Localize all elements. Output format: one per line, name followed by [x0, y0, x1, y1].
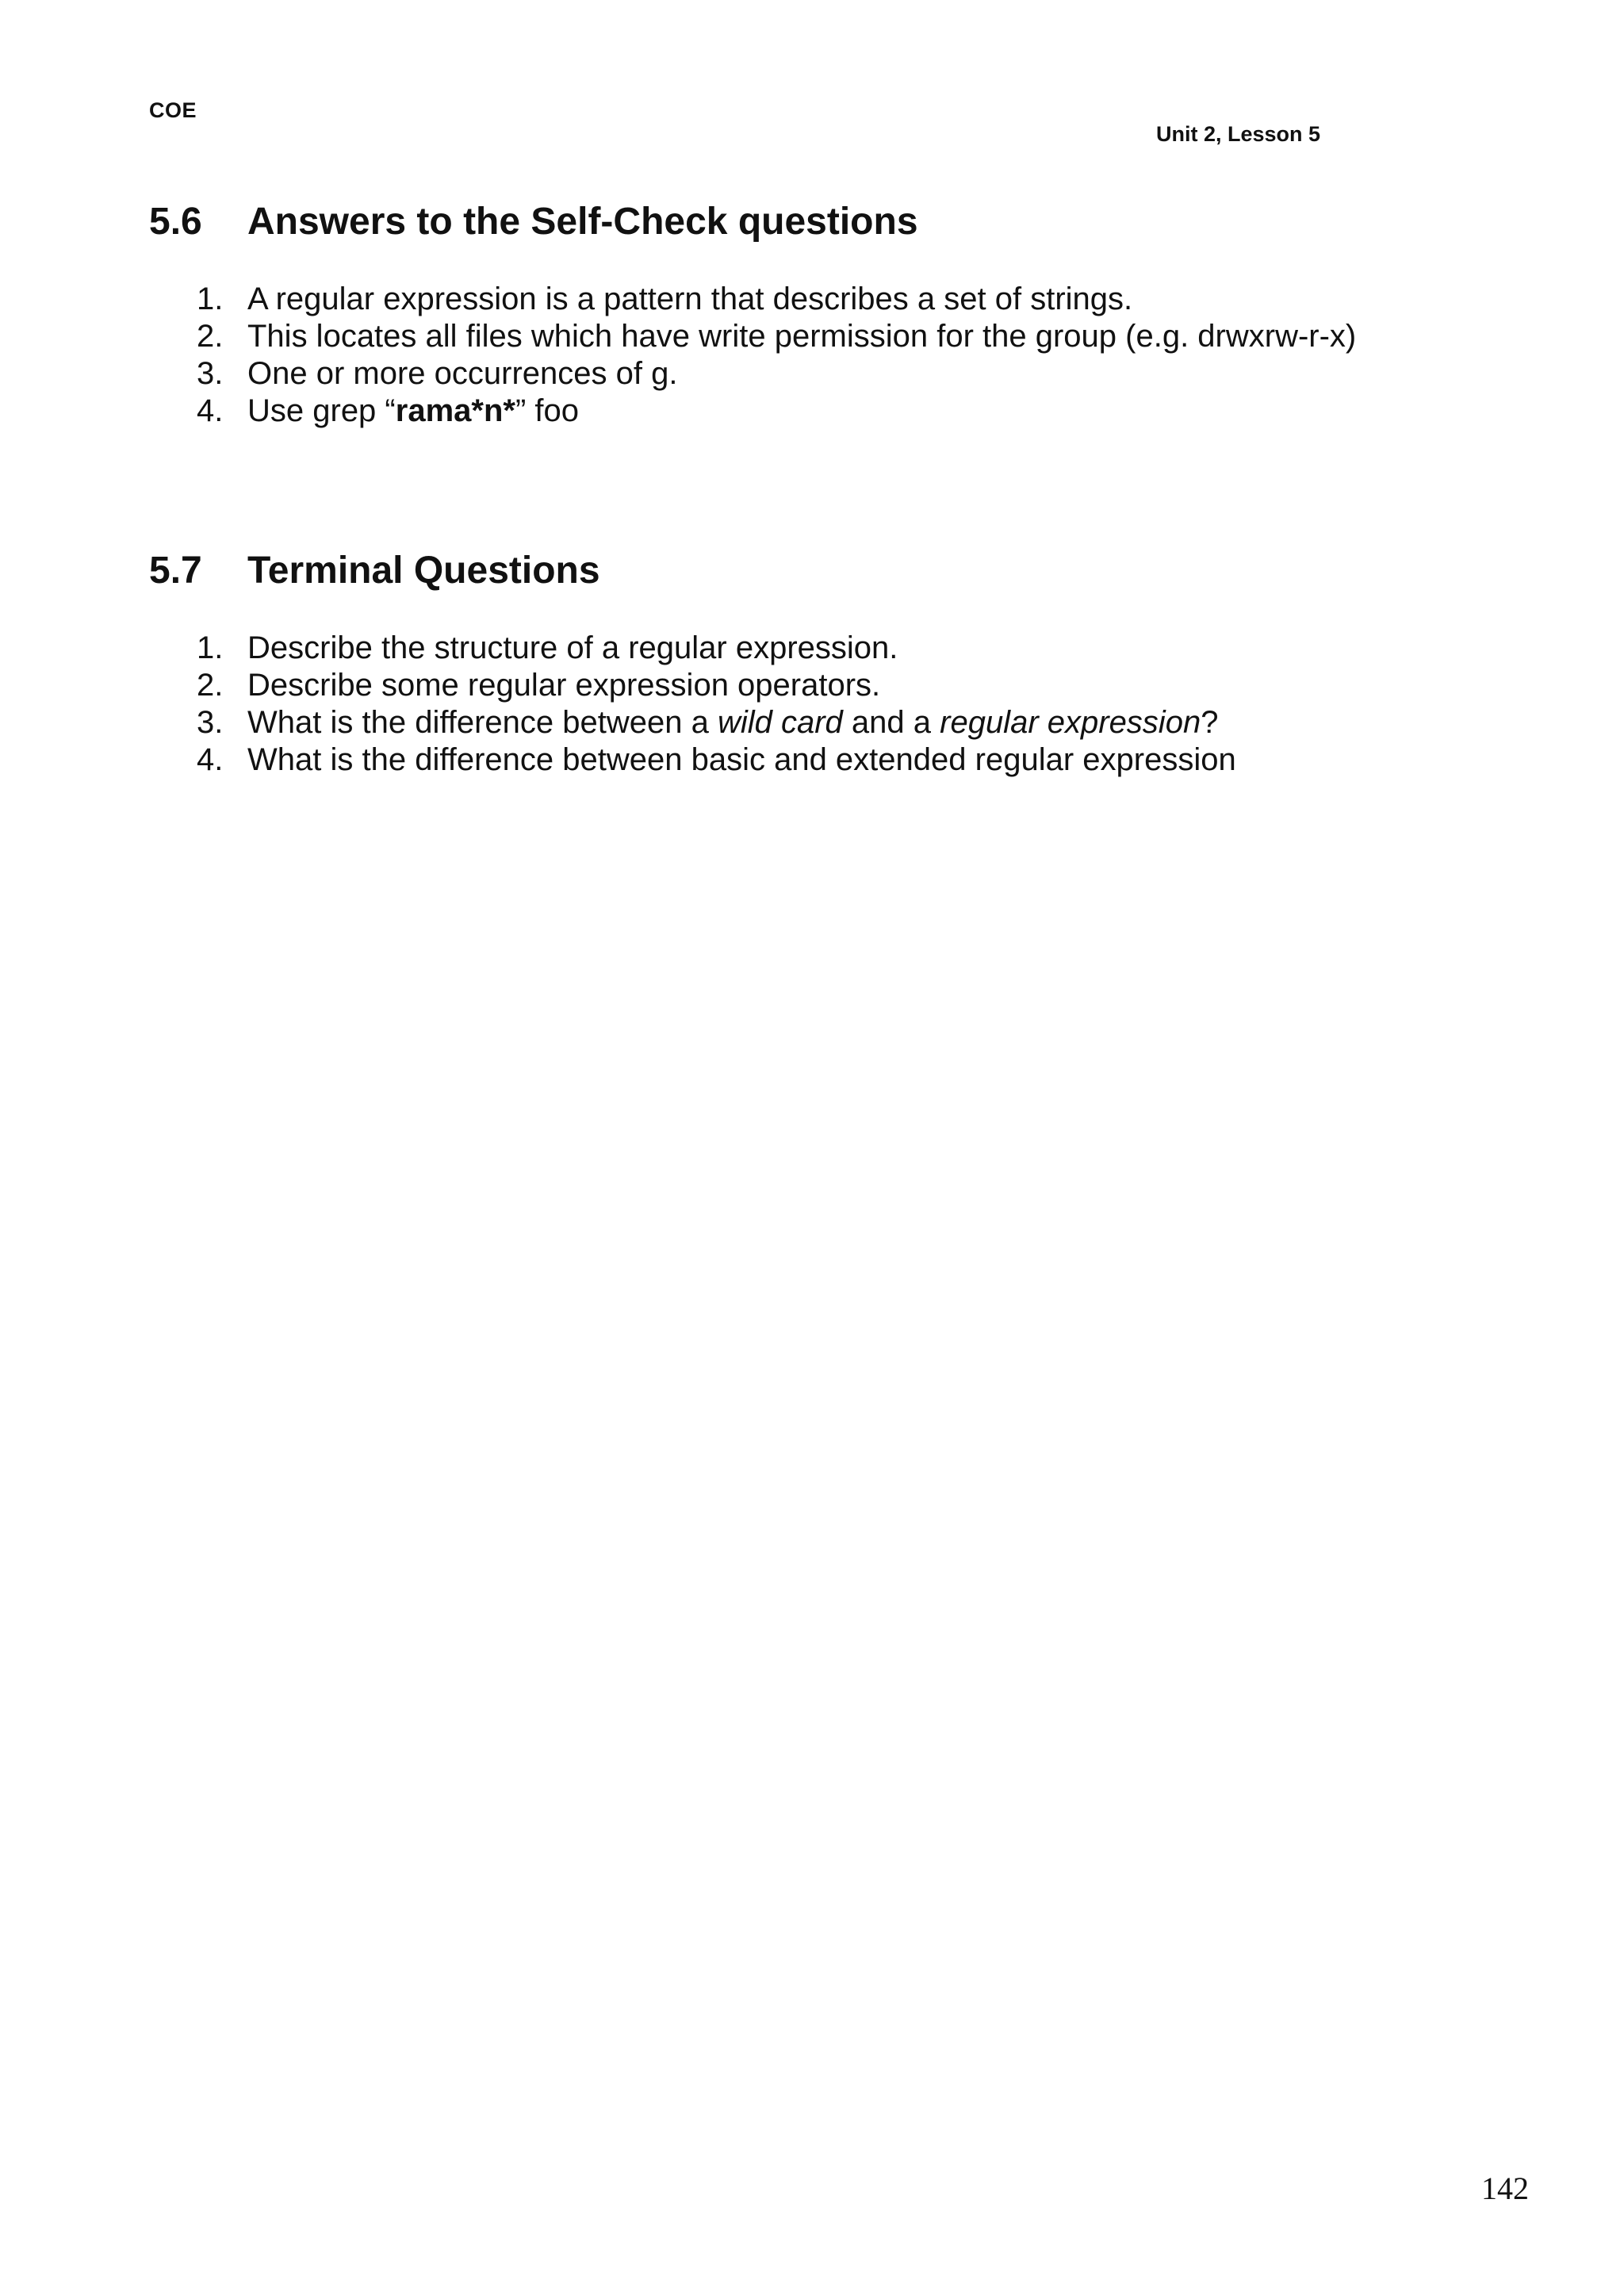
list-item-text-post: ” foo — [515, 393, 579, 428]
list-item-text: This locates all files which have write permission for the group (e.g. drwxrw-r-x) — [247, 319, 1357, 354]
term-wild-card: wild card — [717, 705, 843, 740]
list-item — [149, 667, 1548, 704]
section-terminal-questions — [149, 546, 1386, 779]
list-item-text: Describe the structure of a regular expression. — [247, 630, 898, 665]
section-title-text: Terminal Questions — [247, 550, 600, 592]
list-item — [149, 355, 1548, 393]
list-marker: 1. — [197, 630, 224, 665]
list-item — [149, 281, 1548, 318]
list-item-text: What is the difference between basic and extended regular expression — [247, 742, 1236, 777]
list-marker: 1. — [197, 282, 224, 316]
section-heading — [149, 197, 1386, 247]
list-item — [149, 704, 1548, 741]
section-number: 5.6 — [149, 201, 202, 243]
list-item — [149, 393, 1548, 430]
list-item-text: Describe some regular expression operators. — [247, 668, 881, 703]
list-item-text-pre: What is the difference between a — [247, 705, 718, 740]
list-marker: 4. — [197, 742, 224, 777]
list-item-text-post: ? — [1201, 705, 1219, 740]
list-item-text-pre: Use grep “ — [247, 393, 396, 428]
page-number: 142 — [1481, 2170, 1529, 2206]
list-marker: 3. — [197, 705, 224, 740]
questions-list — [149, 630, 1386, 779]
list-marker: 3. — [197, 356, 224, 391]
list-item — [149, 630, 1548, 667]
header-unit-lesson: Unit 2, Lesson 5 — [1156, 122, 1321, 146]
term-regular-expression: regular expression — [940, 705, 1201, 740]
section-number: 5.7 — [149, 550, 202, 592]
list-marker: 2. — [197, 668, 224, 703]
list-item — [149, 318, 1548, 355]
section-heading — [149, 546, 1386, 596]
regex-pattern: rama*n* — [395, 393, 515, 428]
section-title-text: Answers to the Self-Check questions — [247, 201, 918, 243]
list-item-text: One or more occurrences of g. — [247, 356, 678, 391]
list-marker: 2. — [197, 319, 224, 354]
section-self-check-answers — [149, 197, 1386, 430]
answers-list — [149, 281, 1386, 430]
list-item-text: A regular expression is a pattern that describes a set of strings. — [247, 282, 1133, 316]
list-item — [149, 741, 1548, 779]
list-item-text-mid: and a — [842, 705, 940, 740]
list-marker: 4. — [197, 393, 224, 428]
header-course-code: COE — [149, 98, 197, 122]
